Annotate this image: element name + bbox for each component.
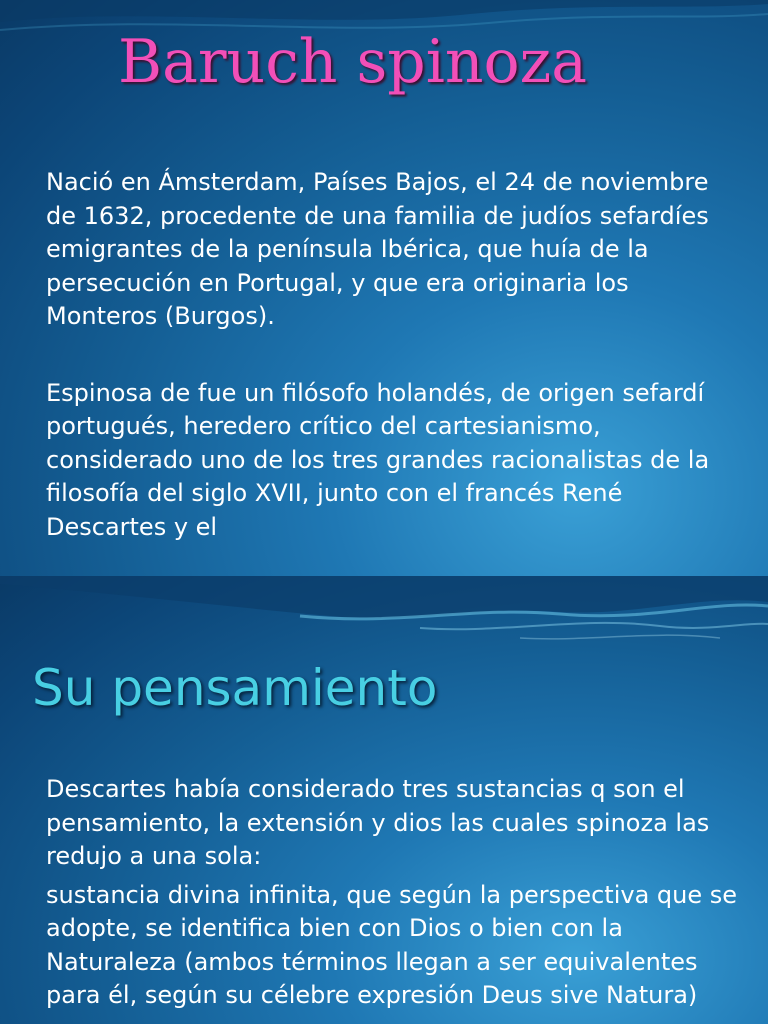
slide-body [46,773,746,1013]
paragraph: Nació en Ámsterdam, Países Bajos, el 24 de noviembre de 1632, procedente de una familia de judíos sefardíes emigrantes de la península Ibérica, que huía de la persecución en Portugal, y que era originaria los Monteros (Burgos). [46,168,709,330]
paragraph: Descartes había considerado tres sustancias q son el pensamiento, la extensión y dios las cuales spinoza las redujo a una sola: [46,775,710,870]
slide-title: Su pensamiento [32,659,438,717]
paragraph: sustancia divina infinita, que según la perspectiva que se adopte, se identifica bien con Dios o bien con la Naturaleza (ambos términos llegan a ser equivalentes para él, según su célebre expresión Deus sive Natura) [46,880,738,1009]
wave-decoration [0,576,768,656]
paragraph: Espinosa de fue un filósofo holandés, de origen sefardí portugués, heredero crítico del cartesianismo, considerado uno de los tres grandes racionalistas de la filosofía del siglo XVII, junto con el francés René Descartes y el [46,378,710,541]
slide-2 [0,576,768,1024]
slide-title: Baruch spinoza [118,27,588,97]
slide-body [46,166,746,544]
